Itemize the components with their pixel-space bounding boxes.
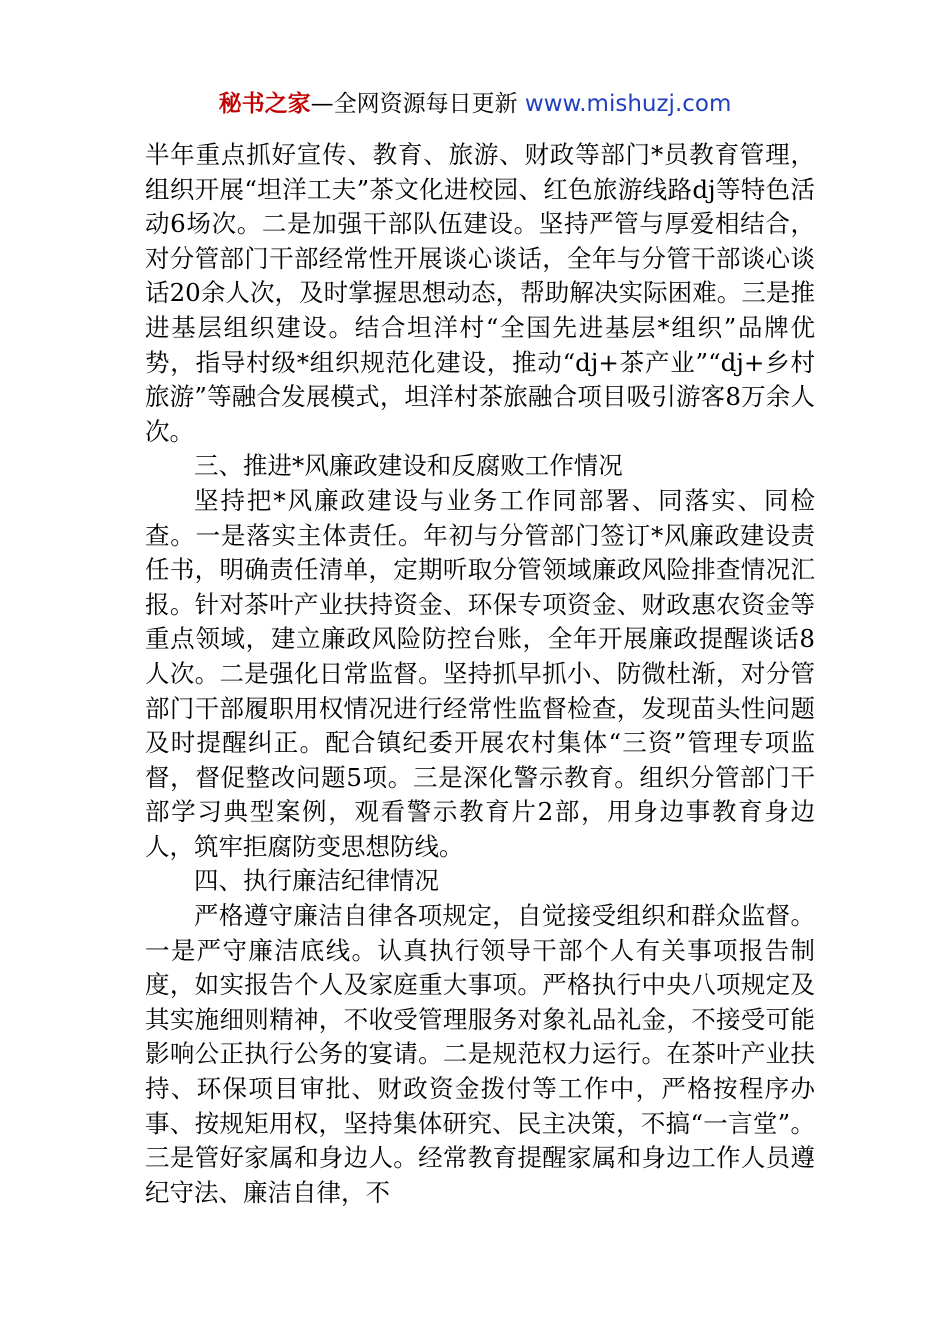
body-paragraph: 严格遵守廉洁自律各项规定，自觉接受组织和群众监督。一是严守廉洁底线。认真执行领导干部个人有关事项报告制度，如实报告个人及家庭重大事项。严格执行中央八项规定及其实施细则精神，不收受管理服务对象礼品礼金，不接受可能影响公正执行公务的宴请。二是规范权力运行。在茶叶产业扶持、环保项目审批、财政资金拨付等工作中，严格按程序办事、按规矩用权，坚持集体研究、民主决策，不搞“一言堂”。三是管好家属和身边人。经常教育提醒家属和身边工作人员遵纪守法、廉洁自律，不 <box>145 901 815 1207</box>
site-url-link[interactable]: www.mishuzj.com <box>524 91 732 117</box>
body-paragraph: 坚持把*风廉政建设与业务工作同部署、同落实、同检查。一是落实主体责任。年初与分管部门签订*风廉政建设责任书，明确责任清单，定期听取分管领域廉政风险排查情况汇报。针对茶叶产业扶持资金、环保专项资金、财政惠农资金等重点领域，建立廉政风险防控台账，全年开展廉政提醒谈话8人次。二是强化日常监督。坚持抓早抓小、防微杜渐，对分管部门干部履职用权情况进行经常性监督检查，发现苗头性问题及时提醒纠正。配合镇纪委开展农村集体“三资”管理专项监督，督促整改问题5项。三是深化警示教育。组织分管部门干部学习典型案例，观看警示教育片2部，用身边事教育身边人，筑牢拒腐防变思想防线。 <box>145 485 815 861</box>
document-body <box>145 138 815 1210</box>
site-slogan: —全网资源每日更新 <box>310 91 518 117</box>
section-heading-3: 三、推进*风廉政建设和反腐败工作情况 <box>194 451 623 481</box>
section-heading-4: 四、执行廉洁纪律情况 <box>194 866 439 896</box>
body-paragraph-continued: 半年重点抓好宣传、教育、旅游、财政等部门*员教育管理，组织开展“坦洋工夫”茶文化进校园、红色旅游线路dj等特色活动6场次。二是加强干部队伍建设。坚持严管与厚爱相结合，对分管部门干部经常性开展谈心谈话，全年与分管干部谈心谈话20余人次，及时掌握思想动态，帮助解决实际困难。三是推进基层组织建设。结合坦洋村“全国先进基层*组织”品牌优势，指导村级*组织规范化建设，推动“dj+茶产业”“dj+乡村旅游”等融合发展模式，坦洋村茶旅融合项目吸引游客8万余人次。 <box>145 140 815 446</box>
site-brand: 秘书之家 <box>218 91 311 117</box>
page-header <box>0 88 950 120</box>
